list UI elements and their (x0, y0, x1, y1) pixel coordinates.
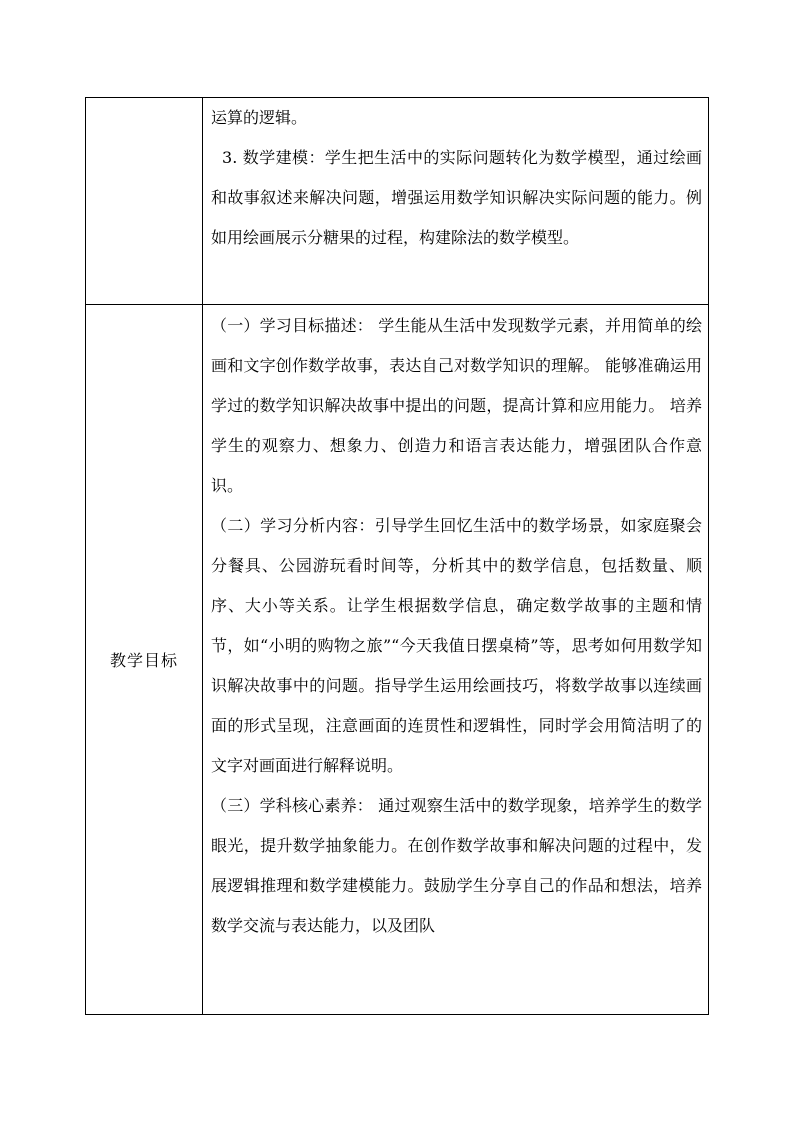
lesson-plan-table (85, 97, 709, 1015)
content-paragraph: （三）学科核心素养： 通过观察生活中的数学现象，培养学生的数学眼光，提升数学抽象能力。在创作数学故事和解决问题的过程中，发展逻辑推理和数学建模能力。鼓励学生分享自己的作品和想法，培养数学交流与表达能力，以及团队 (211, 796, 702, 935)
content-paragraph: 运算的逻辑。 (211, 108, 308, 127)
content-paragraph: 3. 数学建模：学生把生活中的实际问题转化为数学模型，通过绘画和故事叙述来解决问题，增强运用数学知识解决实际问题的能力。例如用绘画展示分糖果的过程，构建除法的数学模型。 (211, 148, 703, 247)
row-content-cell (203, 98, 709, 305)
row-label-cell (86, 98, 203, 305)
table-row (86, 98, 709, 305)
row-content-cell (203, 305, 709, 1015)
table-row (86, 305, 709, 1015)
row-label-cell: 教学目标 (86, 305, 203, 1015)
content-paragraph: （二）学习分析内容：引导学生回忆生活中的数学场景，如家庭聚会分餐具、公园游玩看时间等，分析其中的数学信息，包括数量、顺序、大小等关系。让学生根据数学信息，确定数学故事的主题和情节，如“小明的购物之旅”“今天我值日摆桌椅”等，思考如何用数学知识解决故事中的问题。指导学生运用绘画技巧，将数学故事以连续画面的形式呈现，注意画面的连贯性和逻辑性，同时学会用简洁明了的文字对画面进行解释说明。 (211, 516, 702, 775)
content-paragraph: （一）学习目标描述： 学生能从生活中发现数学元素，并用简单的绘画和文字创作数学故事，表达自己对数学知识的理解。 能够准确运用学过的数学知识解决故事中提出的问题，提高计算和应用能力。 培养学生的观察力、想象力、创造力和语言表达能力，增强团队合作意识。 (211, 316, 702, 495)
